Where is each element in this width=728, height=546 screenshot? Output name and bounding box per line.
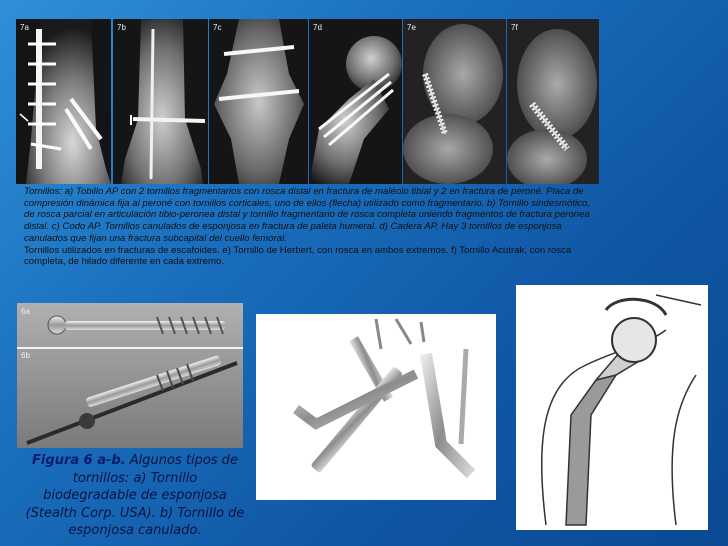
figure-6-label: Figura 6 a-b. — [32, 453, 126, 468]
xray-panel-7e — [403, 19, 506, 184]
panel-label: 7a — [20, 23, 29, 32]
xray-caption — [24, 186, 596, 268]
panel-label: 7b — [117, 23, 126, 32]
xray-image-7c — [209, 19, 308, 184]
xray-image-7a — [16, 19, 111, 184]
panel-label: 7f — [511, 23, 518, 32]
plates-photo-image — [256, 314, 496, 500]
xray-image-7b — [113, 19, 208, 184]
xray-image-7f — [507, 19, 599, 184]
panel-label: 7e — [407, 23, 416, 32]
caption-paragraph-2: Tornillos utilizados en fracturas de escafoides. e) Tornillo de Herbert, con rosca en ambos extremos. f) Tornillo Acutrak, con rosca completa, de hilado diferente en cada extremo. — [24, 244, 572, 268]
photo-label-6a: 6a — [21, 307, 30, 316]
panel-label: 7d — [313, 23, 322, 32]
xray-panel-7c — [209, 19, 308, 184]
screw-photo-image — [17, 303, 243, 448]
caption-paragraph-1: Tornillos: a) Tobillo AP con 2 tornillos fragmentarios con rosca distal en fractura de maléolo tibial y 2 en fractura de peroné. Placa de compresión dinámica fija al peroné con tornillos corticales, uno de ellos (flecha) utilizado como fragmentario. b) Tornillo sindesmótico, de rosca parcial en articulación tibio-peronea distal y tornillo fragmentario de rosca completa uniendo fragmentos de fractura peronea distal. c) Codo AP. Tornillos canulados de esponjosa en fractura de paleta humeral. d) Cadera AP. Hay 3 tornillos de esponjosa canulados que fijan una fractura subcapital del cuello femoral. — [24, 186, 590, 244]
hip-prosthesis-diagram — [516, 285, 708, 530]
xray-panel-7f — [507, 19, 599, 184]
photo-label-6b: 6b — [21, 351, 30, 360]
plates-photo — [256, 314, 496, 500]
xray-panel-7d — [309, 19, 402, 184]
panel-label: 7c — [213, 23, 222, 32]
hip-prosthesis-image — [516, 285, 708, 530]
xray-panel-7b — [113, 19, 208, 184]
screw-photo — [17, 303, 243, 448]
figure-6-text: Algunos tipos de tornillos: a) Tornillo biodegradable de esponjosa (Stealth Corp. USA). b) Tornillo de esponjosa canulado. — [25, 453, 245, 538]
xray-image-7e — [403, 19, 506, 184]
xray-panel-7a — [16, 19, 111, 184]
xray-image-7d — [309, 19, 402, 184]
figure-6-caption — [24, 452, 246, 540]
